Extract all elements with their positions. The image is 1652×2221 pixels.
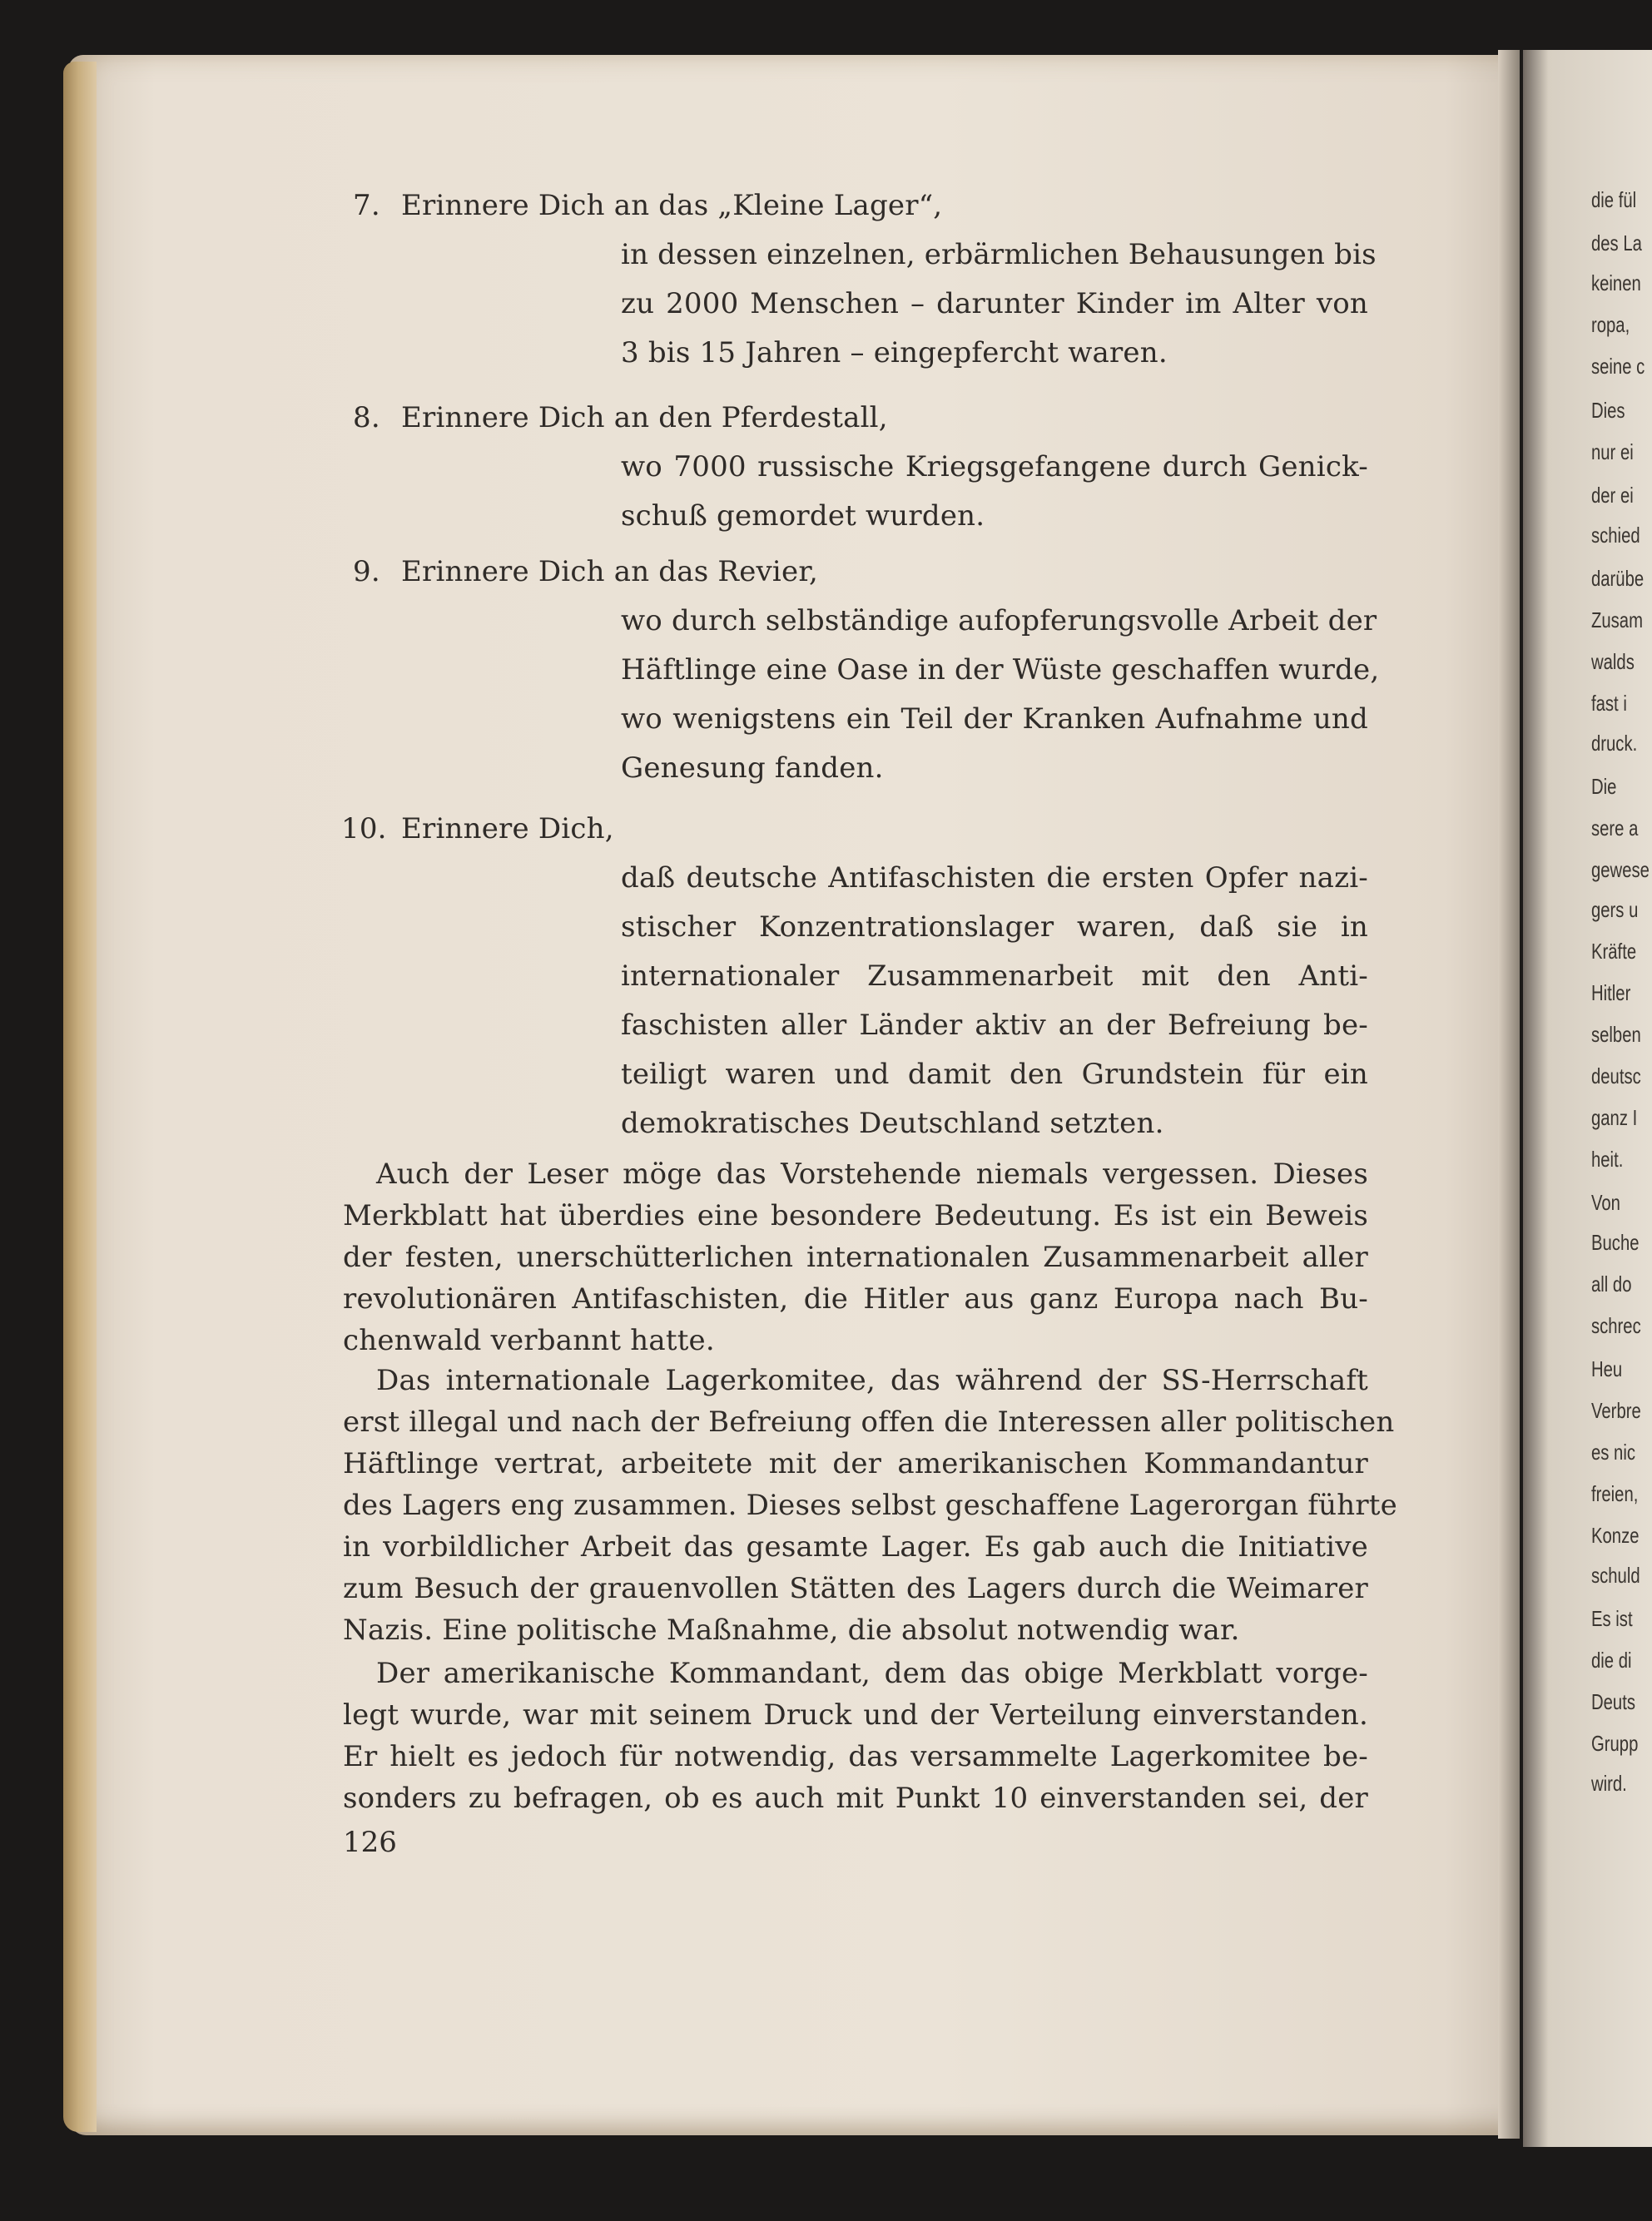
facing-page-fragment: Konze <box>1591 1523 1640 1548</box>
facing-page-fragment: walds <box>1591 649 1635 674</box>
paragraph-line: in vorbildlicher Arbeit das gesamte Lager. Es gab auch die Initiative <box>343 1530 1368 1564</box>
facing-page-fragment: gers u <box>1591 897 1639 922</box>
facing-page-fragment: selben <box>1591 1022 1641 1047</box>
paragraph-line: revolutionären Antifaschisten, die Hitler aus ganz Europa nach Bu- <box>343 1282 1368 1316</box>
paragraph-line: legt wurde, war mit seinem Druck und der Verteilung einverstanden. <box>343 1698 1368 1732</box>
list-item-number: 10. <box>341 812 387 845</box>
list-item-line: wo wenigstens ein Teil der Kranken Aufnahme und <box>621 702 1368 736</box>
facing-page-fragment: des La <box>1591 231 1642 255</box>
facing-page-fragment: druck. <box>1591 731 1638 756</box>
facing-page-fragment: Dies <box>1591 398 1625 423</box>
facing-page-fragment: deutsc <box>1591 1063 1641 1088</box>
list-item-line: faschisten aller Länder aktiv an der Befreiung be- <box>621 1009 1368 1042</box>
list-item-line: wo durch selbständige aufopferungsvolle Arbeit der <box>621 604 1377 637</box>
book-gutter <box>1498 50 1520 2139</box>
facing-page-fragment: der ei <box>1591 483 1634 508</box>
paragraph-line: Merkblatt hat überdies eine besondere Bedeutung. Es ist ein Beweis <box>343 1199 1368 1232</box>
facing-page-fragment: Deuts <box>1591 1689 1635 1714</box>
facing-page-fragment: wird. <box>1591 1771 1627 1796</box>
paragraph-line: Auch der Leser möge das Vorstehende niemals vergessen. Dieses <box>376 1158 1368 1191</box>
list-item-heading: Erinnere Dich, <box>401 812 614 845</box>
list-item-line: demokratisches Deutschland setzten. <box>621 1107 1164 1140</box>
facing-page-fragment: die di <box>1591 1648 1632 1673</box>
facing-page-fragment: schuld <box>1591 1563 1640 1588</box>
paragraph-line: erst illegal und nach der Befreiung offen die Interessen aller politischen <box>343 1405 1395 1439</box>
facing-page-fragment: all do <box>1591 1272 1632 1296</box>
list-item-line: Häftlinge eine Oase in der Wüste geschaffen wurde, <box>621 653 1380 687</box>
list-item-line: daß deutsche Antifaschisten die ersten Opfer nazi- <box>621 861 1368 895</box>
list-item-line: 3 bis 15 Jahren – eingepfercht waren. <box>621 336 1168 369</box>
paragraph-line: des Lagers eng zusammen. Dieses selbst geschaffene Lagerorgan führte <box>343 1489 1397 1522</box>
paragraph-line: Der amerikanische Kommandant, dem das obige Merkblatt vorge- <box>376 1657 1368 1690</box>
facing-page-fragment: fast i <box>1591 691 1627 716</box>
facing-page-fragment: schrec <box>1591 1313 1641 1338</box>
facing-page-fragment: die fül <box>1591 187 1637 212</box>
paragraph-line: Er hielt es jedoch für notwendig, das versammelte Lagerkomitee be- <box>343 1740 1368 1773</box>
list-item-line: schuß gemordet wurden. <box>621 499 985 533</box>
page-number: 126 <box>343 1826 397 1859</box>
paragraph-line: sonders zu befragen, ob es auch mit Punkt 10 einverstanden sei, der <box>343 1782 1368 1815</box>
paragraph-line: Häftlinge vertrat, arbeitete mit der amerikanischen Kommandantur <box>343 1447 1368 1480</box>
facing-page-fragment: nur ei <box>1591 439 1634 464</box>
facing-page-fragment: es nic <box>1591 1440 1635 1465</box>
facing-page-fragment: heit. <box>1591 1147 1624 1172</box>
facing-page-fragment: Hitler <box>1591 980 1631 1005</box>
facing-page-fragment: ropa, <box>1591 312 1630 337</box>
facing-page-fragment: Es ist <box>1591 1606 1633 1631</box>
paragraph-line: der festen, unerschütterlichen internationalen Zusammenarbeit aller <box>343 1241 1368 1274</box>
paragraph-line: Nazis. Eine politische Maßnahme, die absolut notwendig war. <box>343 1614 1240 1647</box>
paragraph-line: Das internationale Lagerkomitee, das während der SS-Herrschaft <box>376 1364 1368 1397</box>
facing-page-fragment: ganz I <box>1591 1105 1638 1130</box>
facing-page-fragment: Die <box>1591 774 1617 799</box>
facing-page-fragment: Grupp <box>1591 1731 1639 1756</box>
facing-page-fragment: Von <box>1591 1190 1620 1215</box>
facing-page-fragment: gewese <box>1591 857 1650 882</box>
facing-page-fragment: sere a <box>1591 816 1639 840</box>
list-item-line: stischer Konzentrationslager waren, daß sie in <box>621 910 1368 944</box>
list-item-heading: Erinnere Dich an das Revier, <box>401 555 819 588</box>
facing-page-fragment: Heu <box>1591 1356 1623 1381</box>
facing-page-fragment: Buche <box>1591 1230 1640 1255</box>
list-item-heading: Erinnere Dich an das „Kleine Lager“, <box>401 189 943 222</box>
list-item-line: wo 7000 russische Kriegsgefangene durch Genick- <box>621 450 1368 483</box>
list-item-number: 8. <box>353 401 380 434</box>
list-item-line: in dessen einzelnen, erbärmlichen Behausungen bis <box>621 238 1377 271</box>
list-item-number: 9. <box>353 555 380 588</box>
list-item-line: internationaler Zusammenarbeit mit den Anti- <box>621 959 1368 993</box>
facing-page-fragment: darübe <box>1591 566 1645 591</box>
facing-page-fragment: Kräfte <box>1591 939 1637 964</box>
facing-page <box>1523 50 1652 2147</box>
facing-page-fragment: freien, <box>1591 1481 1639 1506</box>
list-item-line: zu 2000 Menschen – darunter Kinder im Alter von <box>621 287 1368 320</box>
facing-page-fragment: schied <box>1591 523 1640 548</box>
paragraph-line: chenwald verbannt hatte. <box>343 1324 715 1357</box>
facing-page-fragment: Verbre <box>1591 1398 1641 1423</box>
list-item-number: 7. <box>353 189 380 222</box>
facing-page-fragment: Zusam <box>1591 607 1643 632</box>
facing-page-fragment: keinen <box>1591 270 1641 295</box>
list-item-line: teiligt waren und damit den Grundstein für ein <box>621 1058 1368 1091</box>
list-item-heading: Erinnere Dich an den Pferdestall, <box>401 401 888 434</box>
facing-page-fragment: seine c <box>1591 354 1645 379</box>
paragraph-line: zum Besuch der grauenvollen Stätten des Lagers durch die Weimarer <box>343 1572 1368 1605</box>
list-item-line: Genesung fanden. <box>621 751 884 785</box>
